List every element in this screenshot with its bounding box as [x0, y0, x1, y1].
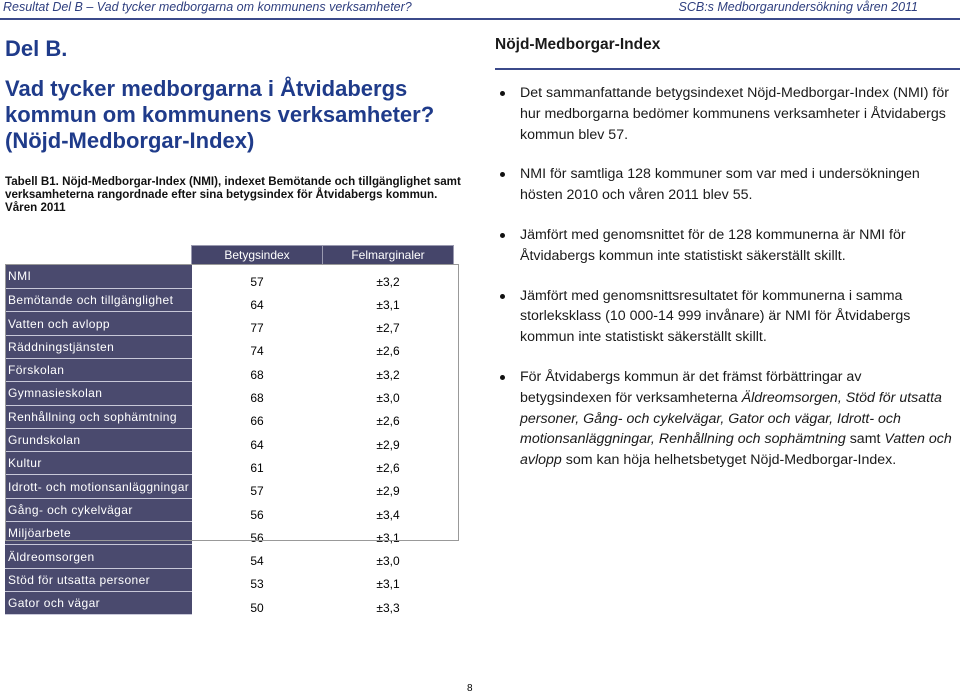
improvements-text-3: som kan höja helhetsbetyget Nöjd-Medborgar-Index. — [561, 452, 897, 469]
bullet-improvements — [495, 367, 955, 471]
table-row — [5, 289, 454, 312]
row-betygsindex: 64 — [192, 428, 323, 451]
row-label: Bemötande och tillgänglighet — [5, 289, 192, 312]
bullet-all-municipalities: NMI för samtliga 128 kommuner som var med i undersökningen hösten 2010 och våren 2011 blev 55. — [495, 164, 955, 206]
table-row — [5, 265, 454, 289]
row-label: Vatten och avlopp — [5, 312, 192, 335]
row-label: Gång- och cykelvägar — [5, 498, 192, 521]
caption-line-1: Tabell B1. Nöjd-Medborgar-Index (NMI), indexet Bemötande och tillgänglighet samt — [5, 175, 461, 188]
row-label: Kultur — [5, 452, 192, 475]
row-label: Miljöarbete — [5, 522, 192, 545]
row-felmarginal: ±2,6 — [323, 405, 454, 428]
row-felmarginal: ±3,1 — [323, 289, 454, 312]
row-label: Förskolan — [5, 358, 192, 381]
row-betygsindex: 77 — [192, 312, 323, 335]
row-betygsindex: 53 — [192, 568, 323, 591]
improvements-text-1: För Åtvidabergs kommun är det främst förbättringar av betygsindexen för verksamheterna — [520, 368, 862, 406]
row-betygsindex: 61 — [192, 452, 323, 475]
table-row — [5, 568, 454, 591]
table-row — [5, 335, 454, 358]
row-label: NMI — [5, 265, 192, 289]
header-betygsindex: Betygsindex — [192, 246, 323, 265]
row-betygsindex: 64 — [192, 289, 323, 312]
summary-bullets — [495, 83, 955, 471]
right-title: Nöjd-Medborgar-Index — [495, 36, 661, 53]
row-label: Räddningstjänsten — [5, 335, 192, 358]
header-source: SCB:s Medborgarundersökning våren 2011 — [678, 0, 918, 14]
table-header-row — [5, 246, 454, 265]
header-divider — [0, 18, 960, 20]
row-label: Gymnasieskolan — [5, 382, 192, 405]
row-felmarginal: ±2,9 — [323, 428, 454, 451]
table-caption — [5, 175, 475, 214]
row-felmarginal: ±2,6 — [323, 452, 454, 475]
caption-line-3: Våren 2011 — [5, 201, 66, 214]
row-felmarginal: ±3,2 — [323, 358, 454, 381]
page-number: 8 — [467, 683, 473, 694]
row-felmarginal: ±3,0 — [323, 382, 454, 405]
row-felmarginal: ±3,1 — [323, 568, 454, 591]
row-felmarginal: ±3,0 — [323, 545, 454, 568]
row-felmarginal: ±2,9 — [323, 475, 454, 498]
bullet-average-comparison: Jämfört med genomsnittet för de 128 kommunerna är NMI för Åtvidabergs kommun inte statistiskt säkerställt skillt. — [495, 225, 955, 267]
row-felmarginal: ±3,2 — [323, 265, 454, 289]
improvements-areas-2: Vatten och avlopp — [520, 431, 952, 469]
row-label: Renhållning och sophämtning — [5, 405, 192, 428]
row-label: Grundskolan — [5, 428, 192, 451]
row-betygsindex: 56 — [192, 498, 323, 521]
row-felmarginal: ±3,1 — [323, 522, 454, 545]
row-betygsindex: 68 — [192, 382, 323, 405]
row-felmarginal: ±2,7 — [323, 312, 454, 335]
table-row — [5, 498, 454, 521]
bullet-nmi-result: Det sammanfattande betygsindexet Nöjd-Medborgar-Index (NMI) för hur medborgarna bedömer kommunens verksamheter i Åtvidabergs kommun blev 57. — [495, 83, 955, 145]
section-title: Del B. — [5, 36, 68, 61]
right-divider — [495, 68, 960, 70]
table-row — [5, 405, 454, 428]
table-row — [5, 358, 454, 381]
table-header-blank — [5, 246, 192, 265]
row-label: Äldreomsorgen — [5, 545, 192, 568]
row-betygsindex: 50 — [192, 591, 323, 614]
caption-line-2: verksamheterna rangordnade efter sina betygsindex för Åtvidabergs kommun. — [5, 188, 438, 201]
title-line-1: Vad tycker medborgarna i Åtvidabergs — [5, 76, 408, 101]
row-felmarginal: ±3,3 — [323, 591, 454, 614]
header-title: Resultat Del B – Vad tycker medborgarna om kommunens verksamheter? — [3, 0, 412, 14]
nmi-table — [5, 245, 454, 615]
row-label: Stöd för utsatta personer — [5, 568, 192, 591]
title-line-3: (Nöjd-Medborgar-Index) — [5, 128, 255, 153]
table-row — [5, 591, 454, 614]
row-betygsindex: 68 — [192, 358, 323, 381]
row-betygsindex: 57 — [192, 475, 323, 498]
row-betygsindex: 54 — [192, 545, 323, 568]
row-betygsindex: 57 — [192, 265, 323, 289]
row-label: Gator och vägar — [5, 591, 192, 614]
table-row — [5, 428, 454, 451]
table-row — [5, 522, 454, 545]
table-body — [5, 265, 454, 615]
row-label: Idrott- och motionsanläggningar — [5, 475, 192, 498]
right-column — [495, 36, 955, 490]
row-betygsindex: 66 — [192, 405, 323, 428]
table-row — [5, 312, 454, 335]
bullet-size-class-comparison: Jämfört med genomsnittsresultatet för kommunerna i samma storleksklass (10 000-14 999 invånare) är NMI för Åtvidabergs kommun inte statistiskt säkerställt skillt. — [495, 286, 955, 348]
table-row — [5, 382, 454, 405]
left-column — [5, 36, 475, 214]
table-row — [5, 545, 454, 568]
row-felmarginal: ±3,4 — [323, 498, 454, 521]
improvements-text-2: samt — [845, 431, 885, 448]
page-title — [5, 76, 475, 154]
title-line-2: kommun om kommunens verksamheter? — [5, 102, 435, 127]
header-felmarginaler: Felmarginaler — [323, 246, 454, 265]
table-row — [5, 452, 454, 475]
row-felmarginal: ±2,6 — [323, 335, 454, 358]
table-row — [5, 475, 454, 498]
row-betygsindex: 74 — [192, 335, 323, 358]
improvements-areas-1: Äldreomsorgen, Stöd för utsatta personer, Gång- och cykelvägar, Gator och vägar, Idrott- och motionsanläggningar, Renhållning och sophämtning — [520, 389, 942, 448]
row-betygsindex: 56 — [192, 522, 323, 545]
